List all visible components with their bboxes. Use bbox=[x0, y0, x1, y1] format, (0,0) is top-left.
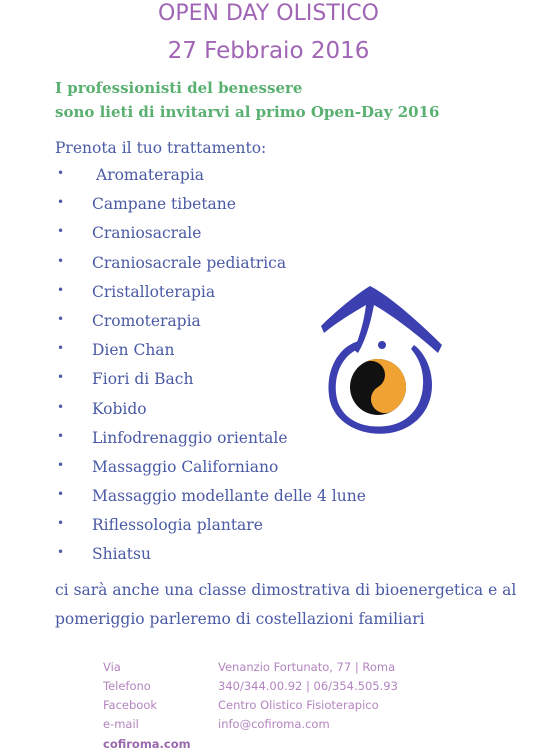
footer-label-via: Via bbox=[103, 660, 121, 674]
footer-phone[interactable]: 340/344.00.92 | 06/354.505.93 bbox=[218, 679, 398, 693]
bullet-icon: • bbox=[57, 399, 65, 414]
list-item-label: Massaggio modellante delle 4 lune bbox=[92, 487, 366, 506]
footer-address: Venanzio Fortunato, 77 | Roma bbox=[218, 660, 396, 674]
footer-label-email: e-mail bbox=[103, 717, 139, 731]
bullet-icon: • bbox=[57, 341, 65, 356]
list-item-label: Craniosacrale bbox=[92, 224, 202, 243]
bullet-icon: • bbox=[57, 516, 65, 531]
dot-icon bbox=[378, 341, 386, 349]
list-item-label: Shiatsu bbox=[92, 545, 151, 564]
footer-label-facebook: Facebook bbox=[103, 698, 158, 712]
closing-text: ci sarà anche una classe dimostrativa di bioenergetica e al pomeriggio parleremo di costellazioni familiari bbox=[55, 581, 517, 628]
bullet-icon: • bbox=[57, 545, 65, 560]
list-item-label: Fiori di Bach bbox=[92, 370, 194, 389]
bullet-icon: • bbox=[57, 224, 65, 239]
intro-line-1: I professionisti del benessere bbox=[55, 79, 303, 97]
yin-yang-house-logo bbox=[318, 283, 446, 439]
page-title: OPEN DAY OLISTICO bbox=[158, 1, 379, 26]
list-item-label: Aromaterapia bbox=[96, 166, 205, 184]
footer-label-phone: Telefono bbox=[103, 679, 151, 693]
intro-text bbox=[55, 76, 439, 124]
bullet-icon: • bbox=[57, 311, 65, 326]
yin-yang-icon bbox=[340, 349, 416, 425]
bullet-icon: • bbox=[57, 166, 65, 180]
list-item-label: Linfodrenaggio orientale bbox=[92, 428, 288, 447]
list-item-label: Cromoterapia bbox=[92, 311, 201, 330]
bullet-icon: • bbox=[57, 428, 65, 443]
bullet-icon: • bbox=[57, 487, 65, 502]
list-item-label: Massaggio Californiano bbox=[92, 457, 279, 476]
treatments-heading: Prenota il tuo trattamento: bbox=[55, 139, 267, 157]
list-item-label: Dien Chan bbox=[92, 341, 175, 360]
list-item-label: Kobido bbox=[92, 399, 147, 418]
footer-email[interactable]: info@cofiroma.com bbox=[218, 717, 330, 731]
bullet-icon: • bbox=[57, 282, 65, 297]
bullet-icon: • bbox=[57, 253, 65, 268]
event-date: 27 Febbraio 2016 bbox=[167, 38, 370, 64]
bullet-icon: • bbox=[57, 195, 65, 210]
intro-line-2: sono lieti di invitarvi al primo Open-Day 2016 bbox=[55, 103, 440, 121]
bullet-icon: • bbox=[57, 457, 65, 472]
footer-website[interactable]: cofiroma.com bbox=[103, 737, 191, 751]
list-item-label: Riflessologia plantare bbox=[92, 516, 263, 535]
list-item-label: Campane tibetane bbox=[92, 195, 236, 214]
list-item-label: Craniosacrale pediatrica bbox=[92, 253, 287, 272]
list-item-label: Cristalloterapia bbox=[92, 282, 216, 301]
bullet-icon: • bbox=[57, 370, 65, 385]
footer-facebook[interactable]: Centro Olistico Fisioterapico bbox=[218, 698, 379, 712]
